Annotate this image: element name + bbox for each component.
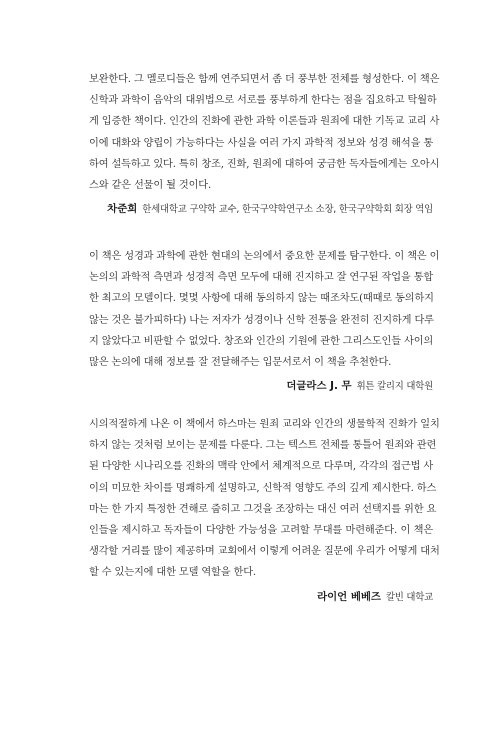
endorsement-1-line: 신학과 과학이 음악의 대위법으로 서로를 풍부하게 한다는 점을 집요하고 탁월하 [89,95,437,107]
endorser-name: 라이언 베베즈 [317,590,381,603]
endorsement-3-text [89,414,440,584]
endorsement-1-text [89,69,440,196]
endorsement-3-line: 된 다양한 시나리오를 진화의 맥락 안에서 체계적으로 다루며, 각각의 접근법 사 [89,461,434,473]
endorsement-2-text [89,246,440,373]
endorsement-3-attribution [89,588,433,607]
endorsement-1-line: 하여 설득하고 있다. 특히 창조, 진화, 원죄에 대하여 궁금한 독자들에게는 오아시 [89,158,440,170]
endorsement-3-line: 시의적절하게 나온 이 책에서 하스마는 원죄 교리와 인간의 생물학적 진화가 일치 [89,419,440,430]
endorsement-1-line: 보완한다. 그 멜로디들은 함께 연주되면서 좀 더 풍부한 전체를 형성한다. 이 책은 [89,74,440,85]
endorsement-1-line: 게 입증한 책이다. 인간의 진화에 관한 과학 이론들과 원죄에 대한 기독교 교리 사 [89,116,440,128]
endorsement-2-attribution [89,377,433,396]
endorsement-2-line: 논의의 과학적 측면과 성경적 측면 모두에 대해 진지하고 잘 연구된 작업을 통합 [89,272,434,284]
endorser-name: 차준희 [107,203,138,216]
endorser-role: 휘튼 칼리지 대학원 [356,381,433,393]
endorsement-1-attribution [89,200,433,219]
endorsement-1-line: 스와 같은 선물이 될 것이다. [89,180,212,192]
endorsement-3-line: 하지 않는 것처럼 보이는 문제를 다룬다. 그는 텍스트 전체를 통틀어 원죄와 관련 [89,440,437,452]
endorsement-3-line: 마는 한 가지 특정한 견해로 줍히고 그것을 조장하는 대신 여러 선택지를 위한 요 [89,503,437,515]
endorsement-2 [89,246,440,396]
endorsement-2-line: 한 최고의 모델이다. 몇몇 사항에 대해 동의하지 않는 때조차도(때때로 동의하지 [89,293,434,305]
endorsement-2-line: 많은 논의에 대해 정보를 잘 전달해주는 입문서로서 이 책을 추천한다. [89,357,392,369]
endorsement-3-line: 생각할 거리를 많이 제공하며 교회에서 이렇게 어려운 질문에 우리가 어떻게 대처 [89,546,440,558]
endorsement-3 [89,414,440,607]
endorser-role: 칼빈 대학교 [385,591,433,603]
endorsement-3-line: 인들을 제시하고 독자들이 다양한 가능성을 고려할 무대를 마련해준다. 이 책은 [89,525,433,537]
endorsement-2-line: 지 않았다고 비판할 수 없었다. 창조와 인간의 기원에 관한 그리스도인들 사이의 [89,335,434,347]
endorsement-2-line: 않는 것은 불가피하다) 나는 저자가 성경이나 신학 전통을 완전히 진지하게 다루 [89,314,434,326]
endorsement-2-line: 이 책은 성경과 과학에 관한 현대의 논의에서 중요한 문제를 탐구한다. 이 책은 이 [89,251,440,262]
endorser-name: 더글라스 J. 무 [286,380,352,393]
endorsement-1-line: 이에 대화와 양립이 가능하다는 사실을 여러 가지 과학적 정보와 성경 해석을 통 [89,137,434,149]
endorsement-1 [89,69,440,219]
endorsement-3-line: 할 수 있는지에 대한 모델 역할을 한다. [89,567,256,579]
endorsement-3-line: 이의 미묘한 차이를 명쾌하게 설명하고, 신학적 영향도 주의 깊게 제시한다. 하스 [89,482,437,494]
endorser-role: 한세대학교 구약학 교수, 한국구약학연구소 소장, 한국구약학회 회장 역임 [142,204,433,216]
